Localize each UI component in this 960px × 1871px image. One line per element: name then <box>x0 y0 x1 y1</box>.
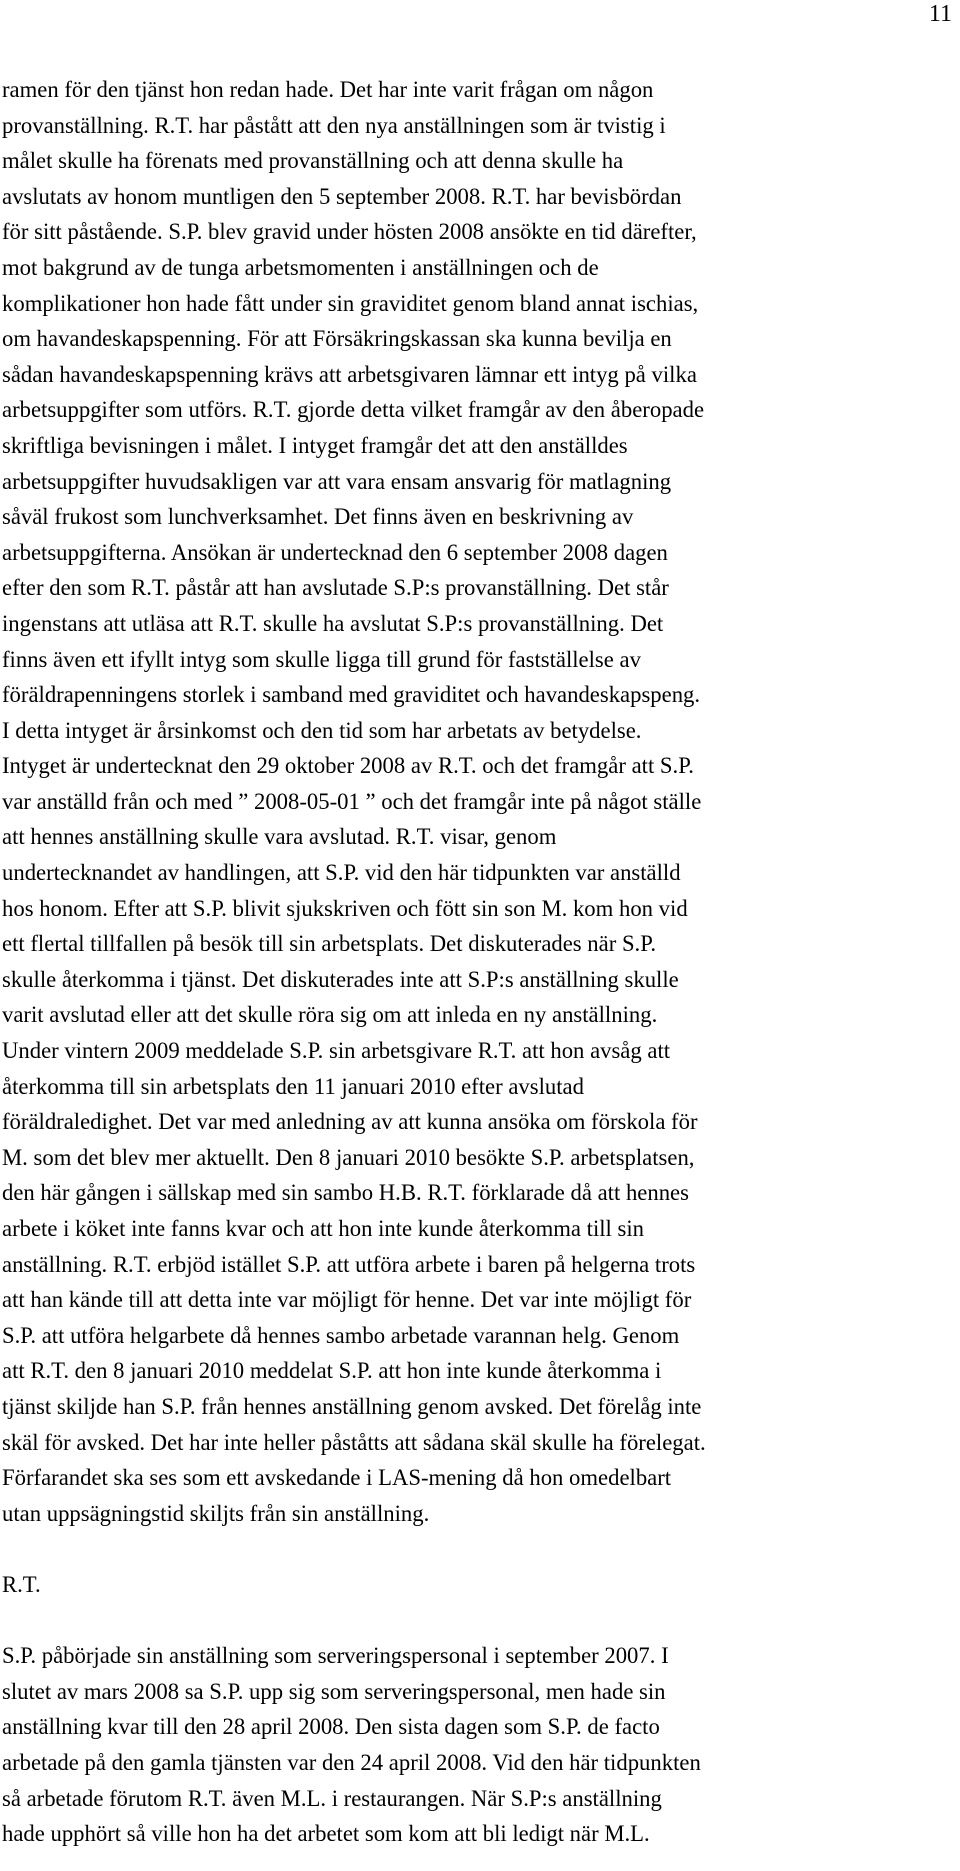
text-line: anställning kvar till den 28 april 2008. Den sista dagen som S.P. de facto <box>2 1714 660 1740</box>
blank-line <box>2 1531 956 1567</box>
text-line: ramen för den tjänst hon redan hade. Det har inte varit frågan om någon <box>2 77 654 102</box>
text-line: var anställd från och med ” 2008-05-01 ” och det framgår inte på något ställe <box>2 788 702 814</box>
text-line: skriftliga bevisningen i målet. I intyget framgår det att den anställdes <box>2 432 628 458</box>
text-line: ingenstans att utläsa att R.T. skulle ha avslutat S.P:s provanställning. Det <box>2 610 664 636</box>
text-line: ett flertal tillfallen på besök till sin arbetsplats. Det diskuterades när S.P. <box>2 931 657 957</box>
text-line: mot bakgrund av de tunga arbetsmomenten i anställningen och de <box>2 254 599 280</box>
text-line: återkomma till sin arbetsplats den 11 januari 2010 efter avslutad <box>2 1073 584 1099</box>
text-line: Förfarandet ska ses som ett avskedande i LAS-mening då hon omedelbart <box>2 1465 672 1491</box>
text-line: arbetsuppgifterna. Ansökan är undertecknad den 6 september 2008 dagen <box>2 539 668 565</box>
text-line: den här gången i sällskap med sin sambo H.B. R.T. förklarade då att hennes <box>2 1180 689 1206</box>
text-line: finns även ett ifyllt intyg som skulle ligga till grund för fastställelse av <box>2 646 641 672</box>
text-line: S.P. påbörjade sin anställning som serveringspersonal i september 2007. I <box>2 1643 669 1669</box>
blank-line <box>2 1603 956 1639</box>
text-line: arbetsuppgifter huvudsakligen var att vara ensam ansvarig för matlagning <box>2 468 672 494</box>
document-body <box>2 72 956 1852</box>
text-line: för sitt påstående. S.P. blev gravid under hösten 2008 ansökte en tid därefter, <box>2 219 697 245</box>
text-line: hade upphört så ville hon ha det arbetet som kom att bli ledigt när M.L. <box>2 1821 650 1847</box>
text-line: att hennes anställning skulle vara avslutad. R.T. visar, genom <box>2 824 557 850</box>
text-line: efter den som R.T. påstår att han avslutade S.P:s provanställning. Det står <box>2 575 669 601</box>
text-line: undertecknandet av handlingen, att S.P. vid den här tidpunkten var anställd <box>2 860 681 886</box>
text-line: föräldrapenningens storlek i samband med graviditet och havandeskapspeng. <box>2 682 701 708</box>
text-line: arbetsuppgifter som utförs. R.T. gjorde detta vilket framgår av den åberopade <box>2 397 705 423</box>
text-line: om havandeskapspenning. För att Försäkringskassan ska kunna bevilja en <box>2 326 672 352</box>
text-line: Under vintern 2009 meddelade S.P. sin arbetsgivare R.T. att hon avsåg att <box>2 1038 671 1064</box>
paragraph <box>2 72 956 1531</box>
text-line: sådan havandeskapspenning krävs att arbetsgivaren lämnar ett intyg på vilka <box>2 361 697 387</box>
text-line: att han kände till att detta inte var möjligt för henne. Det var inte möjligt för <box>2 1287 692 1313</box>
text-line: skulle återkomma i tjänst. Det diskuterades inte att S.P:s anställning skulle <box>2 966 679 992</box>
text-line: tjänst skiljde han S.P. från hennes anställning genom avsked. Det förelåg inte <box>2 1393 702 1419</box>
page-number: 11 <box>928 1 952 27</box>
text-line: S.P. att utföra helgarbete då hennes sambo arbetade varannan helg. Genom <box>2 1322 680 1348</box>
text-line: såväl frukost som lunchverksamhet. Det finns även en beskrivning av <box>2 504 634 530</box>
text-line: komplikationer hon hade fått under sin graviditet genom bland annat ischias, <box>2 290 699 316</box>
text-line: anställning. R.T. erbjöd istället S.P. att utföra arbete i baren på helgerna trots <box>2 1251 696 1277</box>
section-heading: R.T. <box>2 1571 41 1597</box>
text-line: avslutats av honom muntligen den 5 september 2008. R.T. har bevisbördan <box>2 183 682 209</box>
text-line: arbetade på den gamla tjänsten var den 24 april 2008. Vid den här tidpunkten <box>2 1749 701 1775</box>
text-line: Intyget är undertecknat den 29 oktober 2008 av R.T. och det framgår att S.P. <box>2 753 694 779</box>
text-line: så arbetade förutom R.T. även M.L. i restaurangen. När S.P:s anställning <box>2 1785 662 1811</box>
text-line: varit avslutad eller att det skulle röra sig om att inleda en ny anställning. <box>2 1002 658 1028</box>
text-line: utan uppsägningstid skiljts från sin anställning. <box>2 1500 430 1526</box>
paragraph <box>2 1638 956 1852</box>
text-line: föräldraledighet. Det var med anledning av att kunna ansöka om förskola för <box>2 1109 698 1135</box>
text-line: skäl för avsked. Det har inte heller påståtts att sådana skäl skulle ha förelegat. <box>2 1429 706 1455</box>
text-line: att R.T. den 8 januari 2010 meddelat S.P. att hon inte kunde återkomma i <box>2 1358 662 1384</box>
text-line: slutet av mars 2008 sa S.P. upp sig som serveringspersonal, men hade sin <box>2 1678 666 1704</box>
text-line: M. som det blev mer aktuellt. Den 8 januari 2010 besökte S.P. arbetsplatsen, <box>2 1144 695 1170</box>
text-line: I detta intyget är årsinkomst och den tid som har arbetats av betydelse. <box>2 717 642 743</box>
text-line: provanställning. R.T. har påstått att den nya anställningen som är tvistig i <box>2 112 666 138</box>
text-line: målet skulle ha förenats med provanställning och att denna skulle ha <box>2 148 624 174</box>
text-line: hos honom. Efter att S.P. blivit sjukskriven och fött sin son M. kom hon vid <box>2 895 688 921</box>
text-line: arbete i köket inte fanns kvar och att hon inte kunde återkomma till sin <box>2 1216 644 1241</box>
